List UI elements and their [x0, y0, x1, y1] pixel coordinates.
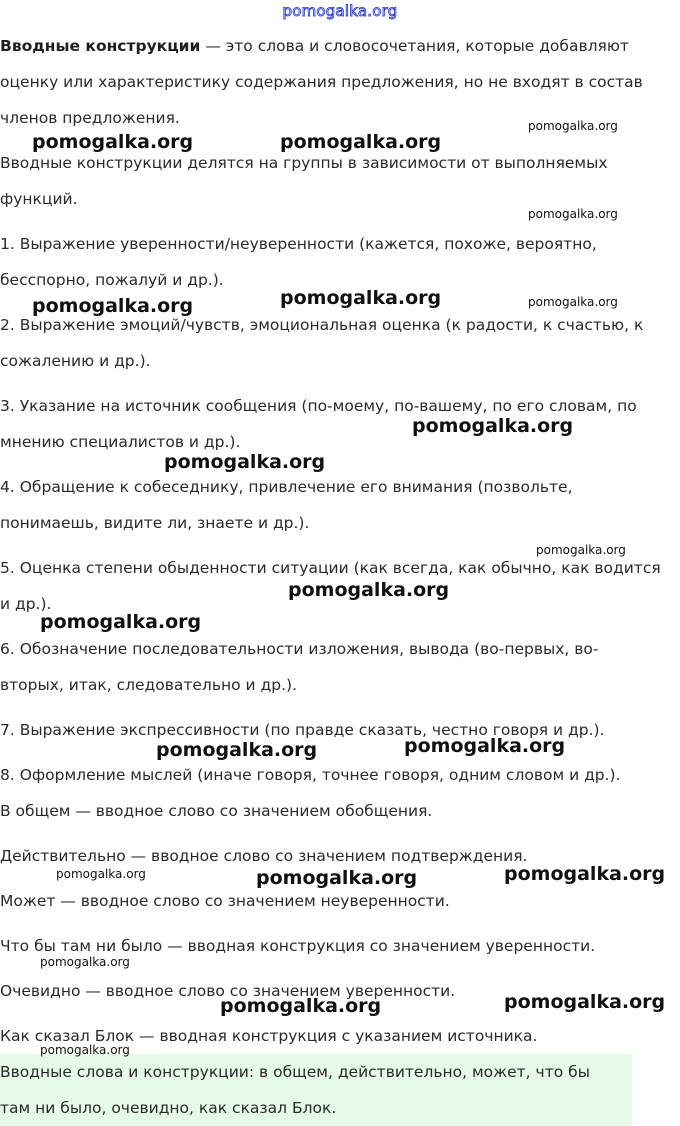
analysis-line-3: Может — вводное слово со значением неуверенности. — [0, 892, 450, 910]
group-5-line-1: 5. Оценка степени обыденности ситуации (как всегда, как обычно, как водится — [0, 559, 661, 577]
analysis-line-5: Очевидно — вводное слово со значением уверенности. — [0, 982, 456, 1000]
watermark: pomogalka.org — [288, 579, 450, 601]
watermark: pomogalka.org — [404, 735, 566, 757]
group-3-line-1: 3. Указание на источник сообщения (по-моему, по-вашему, по его словам, по — [0, 397, 637, 415]
watermark: pomogalka.org — [528, 295, 618, 309]
watermark: pomogalka.org — [164, 451, 326, 473]
analysis-line-6: Как сказал Блок — вводная конструкция с указанием источника. — [0, 1027, 538, 1045]
group-5-line-2: и др.). — [0, 595, 52, 613]
group-7-line-1: 7. Выражение экспрессивности (по правде сказать, честно говоря и др.). — [0, 721, 605, 739]
group-1-line-1: 1. Выражение уверенности/неуверенности (кажется, похоже, вероятно, — [0, 235, 597, 253]
analysis-line-2: Действительно — вводное слово со значением подтверждения. — [0, 847, 528, 865]
watermark: pomogalka.org — [256, 867, 418, 889]
group-6-line-2: вторых, итак, следовательно и др.). — [0, 676, 297, 694]
group-4-line-1: 4. Обращение к собеседнику, привлечение его внимания (позвольте, — [0, 478, 573, 496]
intro-line-3: членов предложения. — [0, 109, 180, 127]
watermark: pomogalka.org — [504, 863, 666, 885]
group-2-line-1: 2. Выражение эмоций/чувств, эмоциональная оценка (к радости, к счастью, к — [0, 316, 644, 334]
watermark: pomogalka.org — [40, 1043, 130, 1057]
watermark: pomogalka.org — [32, 295, 194, 317]
watermark: pomogalka.org — [536, 543, 626, 557]
watermark: pomogalka.org — [32, 131, 194, 153]
watermark: pomogalka.org — [40, 611, 202, 633]
group-6-line-1: 6. Обозначение последовательности изложения, вывода (во-первых, во- — [0, 640, 599, 658]
analysis-line-4: Что бы там ни было — вводная конструкция со значением уверенности. — [0, 937, 596, 955]
watermark: pomogalka.org — [280, 287, 442, 309]
intro-line-1 — [0, 36, 680, 56]
answer-line-1: Вводные слова и конструкции: в общем, действительно, может, что бы — [0, 1063, 590, 1081]
watermark: pomogalka.org — [280, 131, 442, 153]
answer-line-2: там ни было, очевидно, как сказал Блок. — [0, 1099, 337, 1117]
header-watermark: pomogalka.org — [282, 2, 398, 20]
watermark: pomogalka.org — [504, 991, 666, 1013]
watermark: pomogalka.org — [528, 207, 618, 221]
watermark: pomogalka.org — [40, 955, 130, 969]
group-4-line-2: понимаешь, видите ли, знаете и др.). — [0, 514, 310, 532]
intro-definition: — это слова и словосочетания, которые добавляют — [200, 37, 629, 55]
group-1-line-2: бесспорно, пожалуй и др.). — [0, 271, 224, 289]
watermark: pomogalka.org — [156, 739, 318, 761]
groups-intro-line-1: Вводные конструкции делятся на группы в зависимости от выполняемых — [0, 154, 608, 172]
group-3-line-2: мнению специалистов и др.). — [0, 433, 241, 451]
watermark: pomogalka.org — [56, 867, 146, 881]
watermark: pomogalka.org — [412, 415, 574, 437]
intro-line-2: оценку или характеристику содержания предложения, но не входят в состав — [0, 73, 643, 91]
intro-term: Вводные конструкции — [0, 37, 201, 55]
watermark: pomogalka.org — [528, 119, 618, 133]
group-8-line-1: 8. Оформление мыслей (иначе говоря, точнее говоря, одним словом и др.). — [0, 766, 621, 784]
watermark: pomogalka.org — [220, 995, 382, 1017]
analysis-line-1: В общем — вводное слово со значением обобщения. — [0, 802, 433, 820]
group-2-line-2: сожалению и др.). — [0, 352, 151, 370]
groups-intro-line-2: функций. — [0, 190, 78, 208]
